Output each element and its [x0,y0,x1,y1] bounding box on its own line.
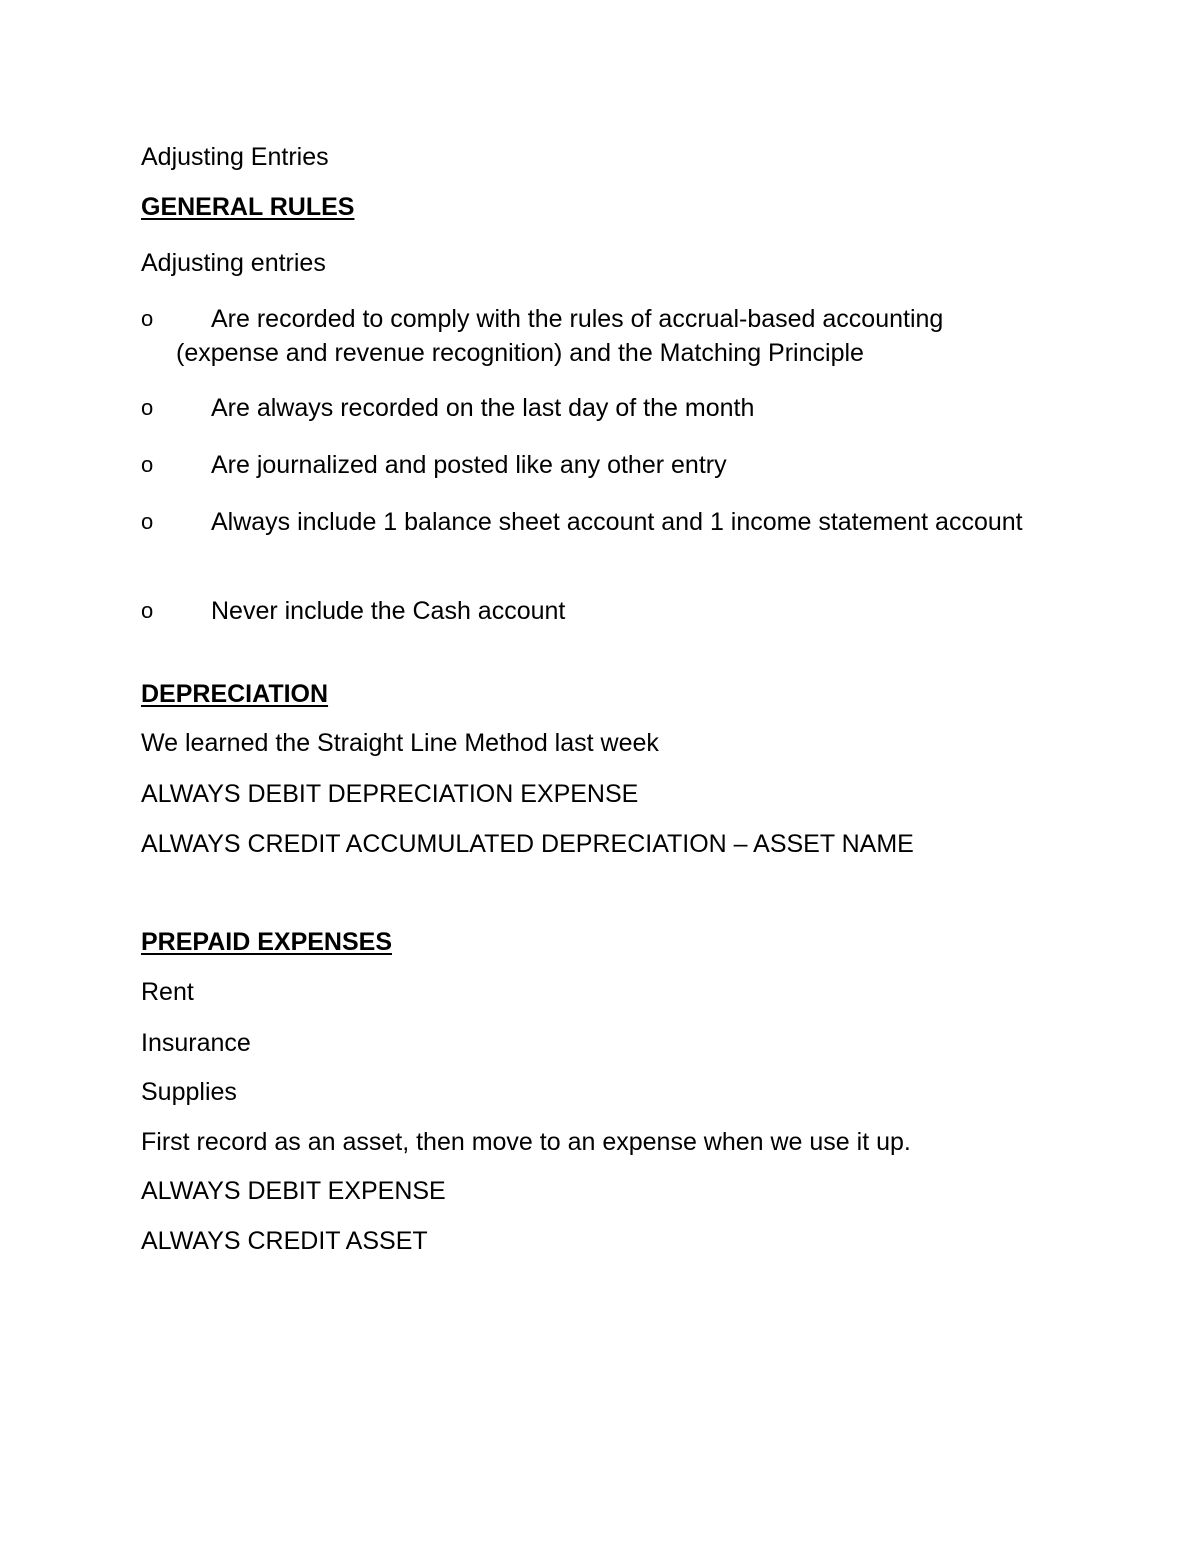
list-item [141,448,1141,482]
depreciation-line: ALWAYS DEBIT DEPRECIATION EXPENSE [141,780,639,808]
list-item [141,594,1141,628]
list-item-text: Are journalized and posted like any other entry [211,451,727,479]
prepaid-expenses-line: Rent [141,978,194,1006]
prepaid-expenses-line: Insurance [141,1029,251,1057]
prepaid-expenses-line: ALWAYS CREDIT ASSET [141,1227,428,1255]
bullet-circle-icon: o [141,509,154,534]
list-item [141,302,1141,370]
depreciation-line: We learned the Straight Line Method last week [141,729,659,757]
prepaid-expenses-line: First record as an asset, then move to an expense when we use it up. [141,1128,911,1156]
list-item-text: Never include the Cash account [211,597,566,625]
depreciation-line: ALWAYS CREDIT ACCUMULATED DEPRECIATION – ASSET NAME [141,830,914,858]
bullet-circle-icon: o [141,598,154,623]
list-item-text: Are always recorded on the last day of the month [211,394,755,422]
bullet-circle-icon: o [141,395,154,420]
bullet-circle-icon: o [141,452,154,477]
document-title: Adjusting Entries [141,143,329,171]
list-item-text: Always include 1 balance sheet account and 1 income statement account [211,508,1023,536]
bullet-circle-icon: o [141,306,154,331]
depreciation-heading: DEPRECIATION [141,680,329,708]
prepaid-expenses-heading: PREPAID EXPENSES [141,928,393,956]
prepaid-expenses-line: ALWAYS DEBIT EXPENSE [141,1177,446,1205]
list-item [141,505,1141,539]
general-rules-heading: GENERAL RULES [141,193,355,221]
general-rules-intro: Adjusting entries [141,249,326,277]
list-item [141,391,1141,425]
prepaid-expenses-line: Supplies [141,1078,237,1106]
list-item-text: Are recorded to comply with the rules of accrual-based accounting (expense and revenue recognition) and the Matching Principle [176,305,944,367]
